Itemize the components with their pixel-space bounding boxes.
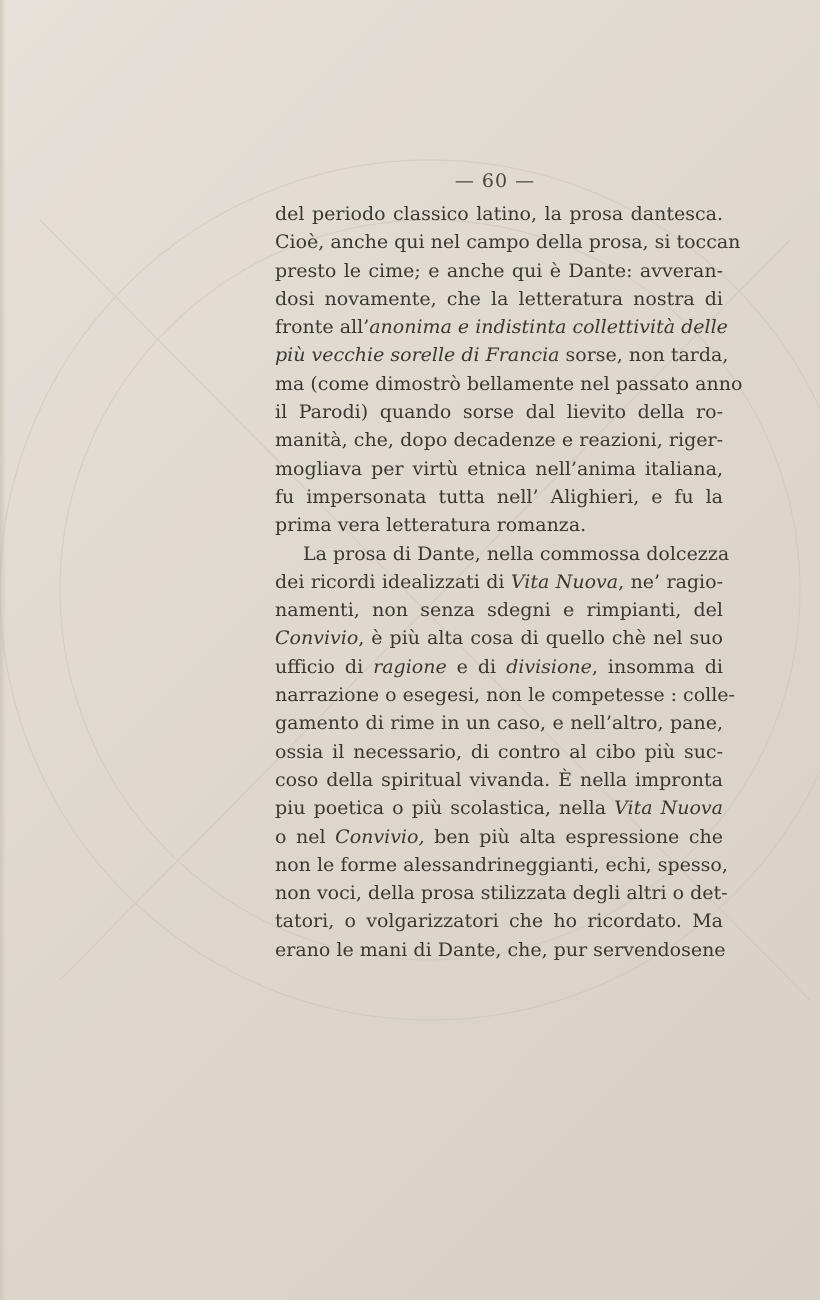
text-segment: dei ricordi idealizzati di (275, 570, 511, 593)
text-line (275, 511, 723, 539)
text-segment: tatori, o volgarizzatori che ho ricordato. Ma (275, 910, 723, 933)
text-line (275, 426, 723, 454)
text-segment: non le forme alessandrineggianti, echi, spesso, (275, 853, 728, 876)
text-segment: , è più alta cosa di quello chè nel suo (358, 627, 723, 650)
text-segment: ma (come dimostrò bellamente nel passato anno (275, 372, 743, 395)
text-line (275, 455, 723, 483)
text-line (275, 483, 723, 511)
text-segment: narrazione o esegesi, non le competesse : colle- (275, 684, 735, 707)
text-line (275, 540, 730, 568)
italic-title-text: ragione (373, 655, 447, 678)
text-line (275, 709, 723, 737)
text-line (275, 823, 723, 851)
text-segment: o nel (275, 825, 336, 848)
text-line (275, 568, 723, 596)
text-line (275, 313, 728, 341)
text-line (275, 766, 723, 794)
italic-title-text: anonima e indistinta collettività delle (369, 316, 728, 339)
italic-title-text: più vecchie sorelle di Francia (275, 344, 560, 367)
text-segment: ossia il necessario, di contro al cibo più suc- (275, 740, 723, 763)
text-line (275, 624, 723, 652)
page-number: — 60 — (454, 170, 536, 192)
text-line (275, 851, 728, 879)
text-line (275, 285, 723, 313)
text-line (275, 681, 735, 709)
text-segment: sorse, non tarda, (559, 344, 729, 367)
text-line (275, 907, 723, 935)
page-spine-shadow (0, 0, 6, 1300)
text-segment: del periodo classico latino, la prosa dantesca. (275, 203, 723, 225)
italic-title-text: Vita Nuova (614, 797, 723, 820)
italic-title-text: Convivio, (335, 825, 425, 848)
italic-title-text: divisione (506, 655, 592, 678)
text-line (275, 228, 741, 256)
text-segment: , insomma di (591, 655, 723, 678)
text-segment: presto le cime; e anche qui è Dante: avveran- (275, 259, 723, 282)
text-segment: fronte all’ (275, 316, 370, 339)
text-segment: fu impersonata tutta nell’ Alighieri, e fu la (275, 485, 723, 508)
italic-title-text: Convivio (275, 627, 359, 650)
text-line (275, 257, 723, 285)
italic-title-text: Vita Nuova (510, 570, 619, 593)
text-segment: , ne’ ragio- (618, 570, 723, 593)
text-segment: Cioè, anche qui nel campo della prosa, si toccan (275, 231, 741, 254)
text-segment: mogliava per virtù etnica nell’anima italiana, (275, 457, 723, 480)
text-line (275, 879, 728, 907)
text-segment: coso della spiritual vivanda. È nella impronta (275, 768, 723, 791)
text-line (275, 738, 723, 766)
text-line (275, 398, 723, 426)
body-text (275, 200, 743, 964)
text-segment: gamento di rime in un caso, e nell’altro, pane, (275, 712, 723, 735)
text-segment: dosi novamente, che la letteratura nostra di (275, 287, 723, 310)
text-segment: ufficio di (275, 655, 374, 678)
text-line (275, 794, 723, 822)
text-segment: manità, che, dopo decadenze e reazioni, riger- (275, 429, 723, 452)
text-line (275, 936, 726, 964)
text-segment: erano le mani di Dante, che, pur servendosene (275, 938, 726, 961)
text-line (275, 341, 729, 369)
text-segment: il Parodi) quando sorse dal lievito della ro- (275, 401, 723, 424)
text-line (275, 200, 723, 228)
text-segment: non voci, della prosa stilizzata degli altri o det- (275, 882, 728, 905)
text-segment: piu poetica o più scolastica, nella (275, 797, 615, 820)
text-line (275, 370, 743, 398)
text-line (275, 653, 723, 681)
text-segment: namenti, non senza sdegni e rimpianti, del (275, 599, 723, 622)
text-segment: La prosa di Dante, nella commossa dolcezza (303, 542, 730, 565)
text-segment: e di (446, 655, 507, 678)
text-segment: ben più alta espressione che (424, 825, 724, 848)
text-line (275, 596, 723, 624)
text-segment: prima vera letteratura romanza. (275, 514, 587, 537)
